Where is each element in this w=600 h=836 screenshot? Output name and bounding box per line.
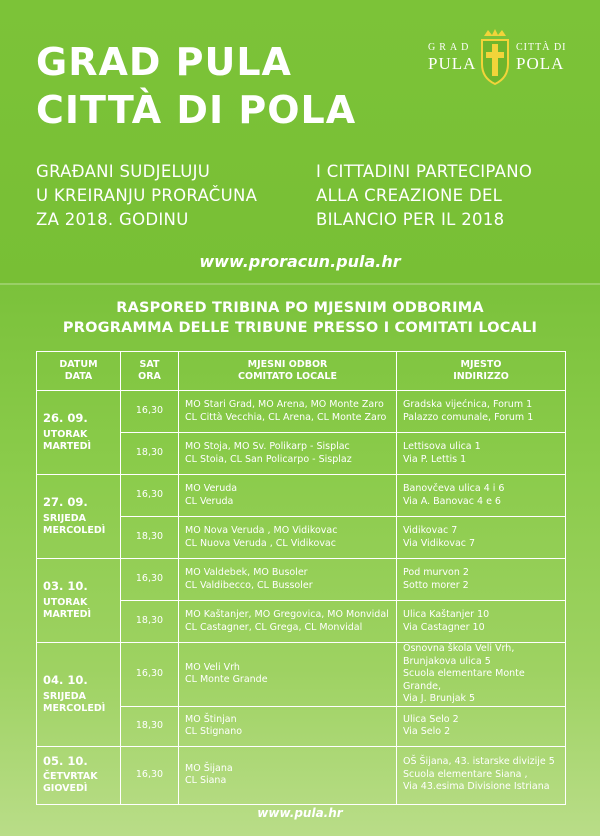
budget-website-link[interactable]: www.proracun.pula.hr [199,252,401,271]
time-cell: 16,30 [121,746,179,804]
date-cell: 03. 10. UTORAK MARTEDÌ [37,559,121,643]
committee-cell: MO Veruda CL Veruda [179,475,397,517]
committee-cell: MO Valdebek, MO Busoler CL Valdibecco, CL Bussoler [179,559,397,601]
time-cell: 16,30 [121,559,179,601]
logo-pola-text: POLA [516,54,565,73]
time-cell: 16,30 [121,475,179,517]
date-cell: 04. 10. SRIJEDA MERCOLEDÌ [37,643,121,747]
time-cell: 18,30 [121,601,179,643]
subtitle-line: GRAĐANI SUDJELUJU [36,162,211,181]
table-header-row [37,352,566,391]
subtitle-italian [316,160,532,232]
place-cell: Gradska vijećnica, Forum 1 Palazzo comunale, Forum 1 [397,391,566,433]
subtitle-line: ALLA CREAZIONE DEL [316,186,503,205]
time-cell: 18,30 [121,706,179,746]
place-cell: OŠ Šijana, 43. istarske divizije 5 Scuola elementare Siana , Via 43.esima Divisione Istriana [397,746,566,804]
schedule-title-italian: PROGRAMMA DELLE TRIBUNE PRESSO I COMITATI LOCALI [62,320,538,336]
subtitle-line: BILANCIO PER IL 2018 [316,210,505,229]
place-cell: Osnovna škola Veli Vrh, Brunjakova ulica 5 Scuola elementare Monte Grande, Via J. Brunjak 5 [397,643,566,707]
subtitle-line: I CITTADINI PARTECIPANO [316,162,533,181]
date-cell: 05. 10. ČETVRTAK GIOVEDÌ [37,746,121,804]
time-cell: 16,30 [121,643,179,707]
place-cell: Ulica Kaštanjer 10 Via Castagner 10 [397,601,566,643]
committee-cell: MO Šijana CL Siana [179,746,397,804]
date-cell: 26. 09. UTORAK MARTEDÌ [37,391,121,475]
committee-cell: MO Štinjan CL Stignano [179,706,397,746]
column-header-committee: MJESNI ODBOR COMITATO LOCALE [179,352,397,391]
page-title-italian: CITTÀ DI POLA [36,88,357,132]
coat-of-arms-icon [478,28,512,86]
committee-cell: MO Stoja, MO Sv. Polikarp - Sisplac CL Stoia, CL San Policarpo - Sisplaz [179,433,397,475]
schedule-table [36,351,566,805]
subtitle-line: ZA 2018. GODINU [36,210,189,229]
time-cell: 18,30 [121,517,179,559]
place-cell: Banovčeva ulica 4 i 6 Via A. Banovac 4 e 6 [397,475,566,517]
committee-cell: MO Stari Grad, MO Arena, MO Monte Zaro CL Città Vecchia, CL Arena, CL Monte Zaro [179,391,397,433]
committee-cell: MO Veli Vrh CL Monte Grande [179,643,397,707]
column-header-date: DATUM DATA [37,352,121,391]
time-cell: 16,30 [121,391,179,433]
subtitle-line: U KREIRANJU PRORAČUNA [36,186,258,205]
schedule-title-croatian: RASPORED TRIBINA PO MJESNIM ODBORIMA [116,300,484,316]
date-cell: 27. 09. SRIJEDA MERCOLEDÌ [37,475,121,559]
city-logo [428,28,568,88]
place-cell: Pod murvon 2 Sotto morer 2 [397,559,566,601]
committee-cell: MO Nova Veruda , MO Vidikovac CL Nuova Veruda , CL Vidikovac [179,517,397,559]
table-row [37,643,566,707]
logo-pula-text: PULA [428,54,477,73]
table-row [37,559,566,601]
column-header-place: MJESTO INDIRIZZO [397,352,566,391]
place-cell: Ulica Selo 2 Via Selo 2 [397,706,566,746]
column-header-time: SAT ORA [121,352,179,391]
page-title-croatian: GRAD PULA [36,40,292,84]
place-cell: Vidikovac 7 Via Vidikovac 7 [397,517,566,559]
time-cell: 18,30 [121,433,179,475]
table-row [37,746,566,804]
city-website-link[interactable]: www.pula.hr [257,806,343,820]
subtitle-croatian [36,160,257,232]
logo-citta-text: CITTÀ DI [516,42,567,53]
table-row [37,391,566,433]
place-cell: Lettisova ulica 1 Via P. Lettis 1 [397,433,566,475]
committee-cell: MO Kaštanjer, MO Gregovica, MO Monvidal CL Castagner, CL Grega, CL Monvidal [179,601,397,643]
table-row [37,475,566,517]
logo-grad-text: GRAD [428,42,473,53]
